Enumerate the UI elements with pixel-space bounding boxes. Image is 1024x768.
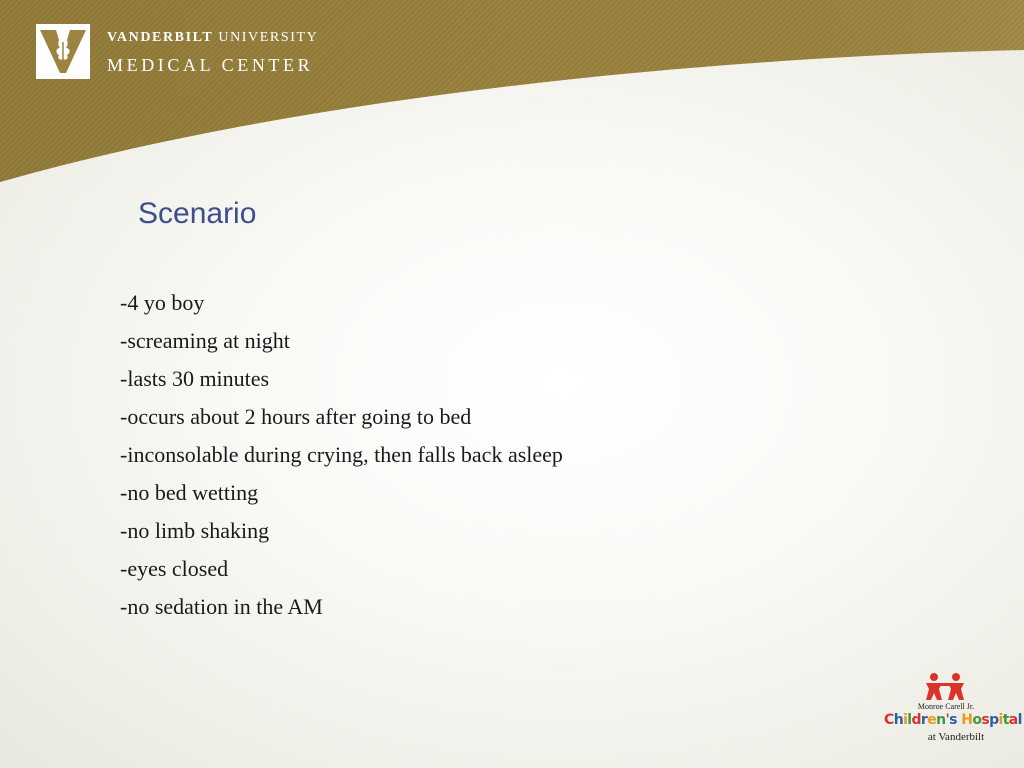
hospital-name-letter: i <box>903 712 908 728</box>
bullet-item: -inconsolable during crying, then falls back asleep <box>120 442 563 467</box>
header-banner <box>0 0 1024 190</box>
bullet-list <box>120 288 563 630</box>
children-figures-icon <box>922 672 968 702</box>
hospital-name-letter: p <box>989 712 999 728</box>
bullet-item: -eyes closed <box>120 556 229 581</box>
bullet-item: -4 yo boy <box>120 290 205 315</box>
hospital-name-letter: a <box>1008 712 1018 728</box>
hospital-name-letter: e <box>927 712 937 728</box>
bullet-item: -screaming at night <box>120 328 290 353</box>
hospital-name-letter: r <box>920 712 928 728</box>
brand-wordmark <box>107 30 318 75</box>
hospital-name-letter: l <box>1017 712 1022 728</box>
hospital-name-letter: i <box>998 712 1003 728</box>
hospital-name-letter: t <box>1002 712 1009 728</box>
hospital-name <box>884 711 1022 729</box>
hospital-name-letter: n <box>936 712 946 728</box>
hospital-name-letter: C <box>884 712 894 728</box>
bullet-item: -no limb shaking <box>120 518 270 543</box>
hospital-name-letter: o <box>972 712 982 728</box>
brand-medical-center: MEDICAL CENTER <box>107 55 314 75</box>
slide-title: Scenario <box>138 197 257 230</box>
bullet-item: -no bed wetting <box>120 480 259 505</box>
hospital-name-letter: d <box>911 712 921 728</box>
hospital-name-letter: h <box>893 712 904 728</box>
vanderbilt-logo <box>36 24 90 79</box>
hospital-name-letter: l <box>907 712 912 728</box>
hospital-name-letter: ' <box>945 712 950 728</box>
brand-name-rest: UNIVERSITY <box>213 30 319 45</box>
vanderbilt-v-oak-leaf-icon <box>36 24 90 79</box>
hospital-name-letter: s <box>949 712 957 728</box>
brand-name-bold: VANDERBILT <box>107 30 214 45</box>
bullet-item: -lasts 30 minutes <box>120 366 270 391</box>
hospital-sponsor-name: Monroe Carell Jr. <box>917 702 975 711</box>
hospital-location: at Vanderbilt <box>927 731 985 743</box>
bullet-item: -no sedation in the AM <box>120 594 323 619</box>
bullet-item: -occurs about 2 hours after going to bed <box>120 404 472 429</box>
childrens-hospital-logo <box>884 672 1022 748</box>
hospital-name-letter: s <box>981 712 990 728</box>
hospital-name-letter: H <box>961 712 973 728</box>
brand-university-name <box>107 30 318 46</box>
